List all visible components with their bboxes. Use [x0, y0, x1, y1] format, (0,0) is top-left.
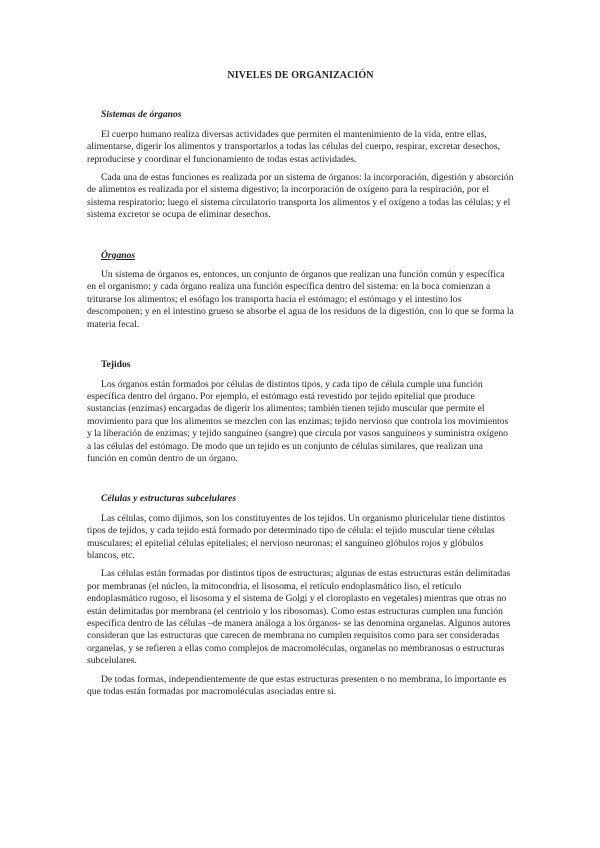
section-celulas [87, 493, 514, 698]
section-organos [87, 250, 514, 331]
section-spacer [87, 471, 514, 493]
paragraph: Las células, como dijimos, son los constituyentes de los tejidos. Un organismo pluricelular tiene distintos tipos de tejidos, y cada tejido está formado por determinado tipo de célula: el tejido muscular tiene células musculares; el epitelial células epiteliales; el nervioso neuronas; el sanguíneo glóbulos rojos y glóbulos blancos, etc. [87, 512, 506, 561]
paragraph: Cada una de estas funciones es realizada por un sistema de órganos: la incorporación, digestión y absorción de alimentos es realizada por el sistema digestivo; la incorporación de oxígeno para la respiración, por el sistema respiratorio; luego el sistema circulatorio transporta los alimentos y el oxígeno a todas las células; y el sistema excretor se ocupa de eliminar desechos. [87, 172, 514, 221]
section-heading: Sistemas de órganos [101, 109, 182, 121]
paragraph: El cuerpo humano realiza diversas actividades que permiten el mantenimiento de la vida, entre ellas, alimentarse, digerir los alimentos y transportarlos a todas las células del cuerpo, respirar, excretar desechos, reproducirse y coordinar el funcionamiento de todas estas actividades. [87, 128, 501, 165]
document-page [87, 70, 514, 704]
section-spacer [87, 228, 514, 250]
section-heading: Tejidos [101, 359, 131, 371]
section-sistemas-de-organos [87, 109, 514, 221]
paragraph: Las células están formadas por distintos tipos de estructuras; algunas de estas estructuras están delimitadas por membranas (el núcleo, la mitocondria, el lisosoma, el retículo endoplasmático liso, el retículo endoplasmático rugoso, el lisosoma y el sistema de Golgi y el cloroplasto en vegetales) mientras que otras no están delimitadas por membrana (el centriolo y los ribosomas). Como estas estructuras cumplen una función específica dentro de las células –de manera análoga a los órganos- se las denomina organelas. Algunos autores consideran que las estructuras que carecen de membrana no cumplen requisitos como para ser consideradas organelas, y se refieren a ellas como complejos de macromoléculas, organelas no membranosas o estructuras subcelulares. [87, 568, 511, 667]
paragraph: De todas formas, independientemente de que estas estructuras presenten o no membrana, lo importante es que todas están formadas por macromoléculas asociadas entre sí. [87, 673, 507, 698]
section-heading: Órganos [101, 249, 136, 261]
paragraph: Un sistema de órganos es, entonces, un conjunto de órganos que realizan una función común y específica en el organismo; y cada órgano realiza una función específica dentro del sistema: en la boca comienzan a triturarse los alimentos; el esófago los transporta hacia el estómago; el estómago y el intestino los descomponen; y en el intestino grueso se absorbe el agua de los residuos de la digestión, con lo que se forma la materia fecal. [87, 269, 514, 330]
paragraph: Los órganos están formados por células de distintos tipos, y cada tipo de célula cumple una función específica dentro del órgano. Por ejemplo, el estómago está revestido por tejido epitelial que produce sustancias (enzimas) encargadas de digerir los alimentos; también tienen tejido muscular que permite el movimiento para que los alimentos se mezclen con las enzimas; tejido nervioso que controla los movimientos y la liberación de enzimas; y tejido sanguíneo (sangre) que circula por vasos sanguíneos y suministra oxígeno a las células del estómago. De modo que un tejido es un conjunto de células similares, que realizan una función en común dentro de un órgano. [87, 378, 509, 464]
section-spacer [87, 337, 514, 359]
section-tejidos [87, 359, 514, 465]
section-heading: Células y estructuras subcelulares [101, 493, 237, 505]
document-title: NIVELES DE ORGANIZACIÓN [227, 70, 374, 81]
